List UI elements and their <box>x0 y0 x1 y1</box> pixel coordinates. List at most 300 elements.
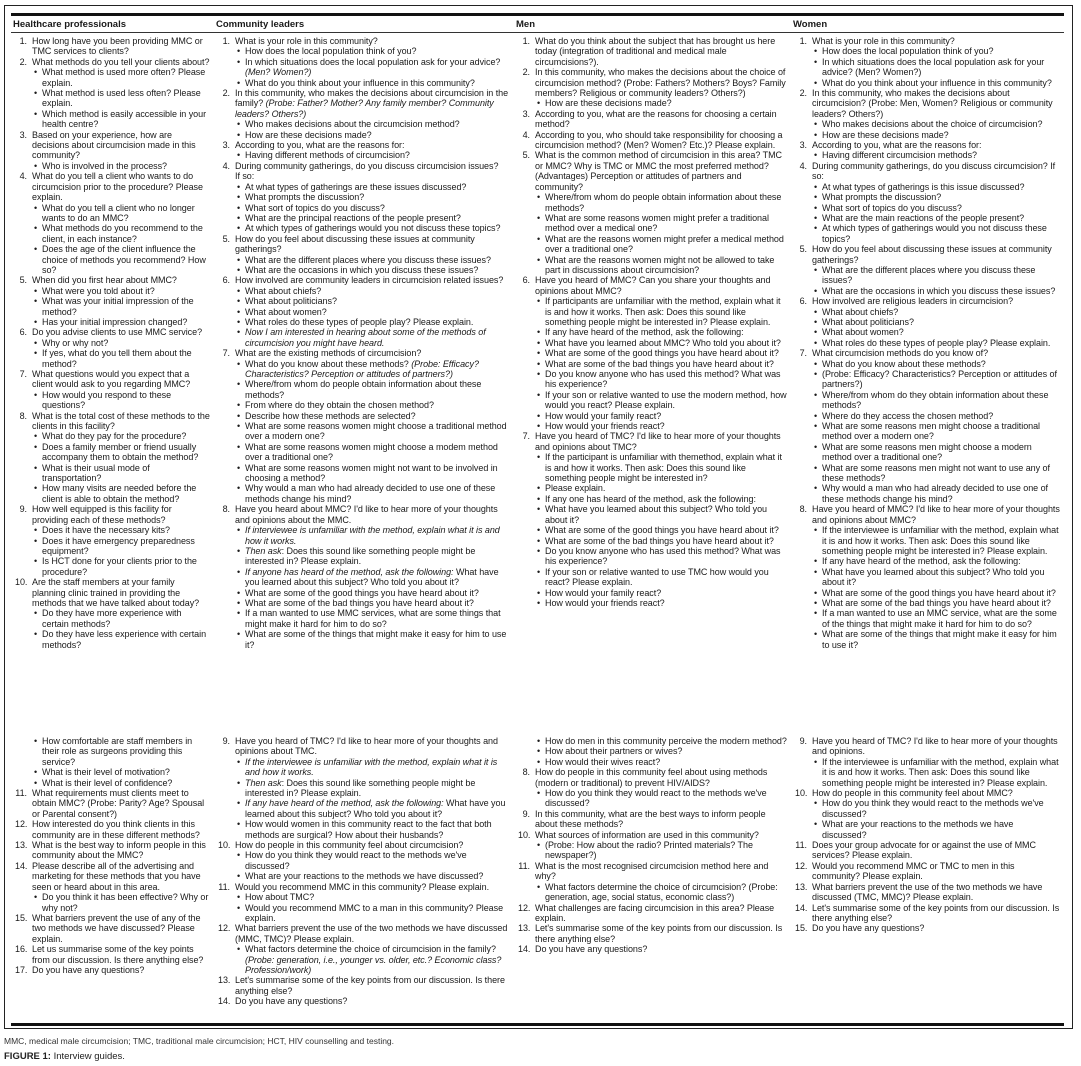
text: What is the common method of circumcision in this area? TMC or MMC? Why is TMC or MMC the most preferred method? (Advantages) Perception or attitudes of partners and community? <box>535 150 782 192</box>
question-item <box>795 788 1060 840</box>
question-number: 7. <box>799 348 807 359</box>
probe-item <box>535 536 787 546</box>
text: Have you heard of TMC? I'd like to hear more of your thoughts and opinions. <box>812 736 1058 757</box>
question-text <box>32 840 210 861</box>
table-row-page-1 <box>11 33 1064 730</box>
probe-item <box>812 265 1060 286</box>
text: How do people in this community feel about using methods (modern or traditional) to prevent HIV/AIDS? <box>535 767 768 788</box>
column-cell-men <box>514 733 791 1023</box>
question-item <box>15 504 210 577</box>
text: What are the occasions in which you discuss these issues? <box>245 264 479 275</box>
text: Who is involved in the process? <box>42 160 168 171</box>
question-number: 4. <box>19 171 27 182</box>
question-item <box>795 504 1060 650</box>
probe-item <box>235 46 510 56</box>
text: Would you recommend MMC to a man in this community? Please explain. <box>245 902 504 923</box>
question-item <box>15 369 210 411</box>
question-text <box>535 861 787 882</box>
question-number: 12. <box>795 860 808 871</box>
question-item <box>518 861 787 903</box>
question-number: 4. <box>222 160 230 171</box>
table-footnote: MMC, medical male circumcision; TMC, traditional male circumcision; HCT, HIV counselling and testing. <box>4 1036 395 1046</box>
probe-list <box>32 203 210 276</box>
text: How would their wives react? <box>545 756 661 767</box>
probe-item <box>535 348 787 358</box>
question-text <box>32 36 210 57</box>
text: What are the existing methods of circumcision? <box>235 348 422 359</box>
question-item <box>15 171 210 275</box>
probe-item <box>535 567 787 588</box>
text: Where/from whom do people obtain information about these methods? <box>245 379 482 400</box>
text: What are your reactions to the methods we have discussed? <box>822 819 1014 840</box>
probe-item <box>235 944 510 975</box>
probe-item <box>812 442 1060 463</box>
text: Where/from whom do people obtain information about these methods? <box>545 192 782 213</box>
interview-guide-table <box>11 13 1064 1026</box>
question-item <box>218 975 510 996</box>
question-text <box>535 809 787 830</box>
probe-item <box>32 223 210 244</box>
text: Does it have emergency preparedness equipment? <box>42 535 195 556</box>
text: What about chiefs? <box>245 285 322 296</box>
text: How are these decisions made? <box>545 98 672 109</box>
question-number: 14. <box>218 996 231 1007</box>
text: What are your reactions to the methods we have discussed? <box>245 871 484 882</box>
probe-item <box>235 871 510 881</box>
text: How do people in this community feel about MMC? <box>812 788 1013 799</box>
probe-item <box>235 546 510 567</box>
question-number: 6. <box>222 275 230 286</box>
column-cell-women <box>791 33 1064 730</box>
italic-text: Then ask <box>245 777 282 788</box>
question-number: 8. <box>799 504 807 515</box>
probe-item <box>32 109 210 130</box>
question-number: 6. <box>799 296 807 307</box>
probe-list <box>812 757 1060 788</box>
question-text <box>535 767 787 788</box>
question-item <box>518 944 787 954</box>
text: If your son or relative wanted to use TMC how would you react? Please explain. <box>545 566 769 588</box>
text: Based on your experience, how are decisions about circumcision made in this community? <box>32 129 196 161</box>
text: What do you think about the subject that has brought us here today (integration of traditional and medical male circumcisions?). <box>535 36 776 67</box>
text: How do men in this community perceive the modern method? <box>545 736 787 746</box>
italic-text: If interviewee is unfamiliar with the method, explain what it is and how it works. <box>245 525 500 546</box>
probe-item <box>235 903 510 924</box>
question-text <box>235 161 510 171</box>
text: During community gatherings, do you discuss circumcision? If so: <box>812 160 1056 182</box>
probe-item <box>535 234 787 255</box>
probe-list <box>535 840 787 861</box>
probe-item <box>235 265 510 275</box>
question-item <box>218 996 510 1006</box>
probe-item <box>535 598 787 608</box>
italic-text: (Probe: Efficacy? Characteristics? Perception or attitudes of partners?) <box>245 358 479 379</box>
text: What method is used less often? Please explain. <box>42 88 201 109</box>
question-item <box>218 88 510 140</box>
probe-item <box>32 525 210 535</box>
probe-list <box>32 161 210 171</box>
text: How long have you been providing MMC or TMC services to clients? <box>32 36 203 57</box>
question-number: 10. <box>518 829 531 840</box>
probe-list <box>535 882 787 903</box>
probe-item <box>32 629 210 650</box>
text: What about women? <box>245 306 327 317</box>
question-number: 1. <box>522 36 530 46</box>
probe-list <box>32 608 210 650</box>
question-number: 1. <box>19 36 27 46</box>
question-text <box>535 150 787 192</box>
question-number: 17. <box>15 964 28 975</box>
text: How involved are religious leaders in circumcision? <box>812 296 1014 307</box>
text: What are some reasons women might choose a modem method over a traditional one? <box>245 441 498 463</box>
probe-list <box>32 67 210 129</box>
probe-item <box>535 736 787 746</box>
question-list <box>15 36 210 650</box>
text: What are some of the things that might make it easy for him to use it? <box>822 629 1057 650</box>
question-number: 12. <box>218 923 231 934</box>
text: : Does this sound like something people might be interested in? Please explain. <box>245 777 476 799</box>
text: At what types of gatherings are these issues discussed? <box>245 181 467 192</box>
question-text <box>32 965 210 975</box>
text: What are some of the good things you have heard about it? <box>545 348 779 359</box>
probe-list <box>235 255 510 276</box>
probe-list <box>32 736 210 788</box>
question-item <box>795 882 1060 903</box>
question-item <box>218 840 510 882</box>
question-item <box>218 161 510 234</box>
text: What have you learned about this subject? Who told you about it? <box>245 566 499 588</box>
question-item <box>518 36 787 67</box>
probe-item <box>32 390 210 411</box>
text: Have you heard of TMC? I'd like to hear more of your thoughts and opinions about TMC? <box>535 431 781 452</box>
question-text <box>535 67 787 98</box>
question-number: 15. <box>795 923 808 934</box>
probe-item <box>235 588 510 598</box>
question-item <box>795 840 1060 861</box>
figure-caption <box>4 1051 125 1062</box>
text: Is HCT done for your clients prior to the procedure? <box>42 556 197 577</box>
text: What do they pay for the procedure? <box>42 431 187 442</box>
question-text <box>812 736 1060 757</box>
question-number: 12. <box>518 902 531 913</box>
probe-item <box>235 411 510 421</box>
probe-item <box>235 778 510 799</box>
text: Let's summarise some of the key points from our discussion. Is there anything else? <box>812 902 1060 923</box>
question-text <box>812 161 1060 182</box>
probe-list <box>235 892 510 923</box>
probe-item <box>812 525 1060 556</box>
text: What method is used more often? Please explain. <box>42 67 206 88</box>
question-number: 5. <box>222 233 230 244</box>
text: What are some of the bad things you have heard about it? <box>545 358 774 369</box>
question-text <box>235 275 510 285</box>
text: If any one has heard of the method, ask the following: <box>545 493 756 504</box>
probe-item <box>32 296 210 317</box>
text: Having different methods of circumcision? <box>245 150 410 161</box>
text: (Probe: Efficacy? Characteristics? Perception or attitudes of partners?) <box>822 369 1057 390</box>
probe-item <box>535 494 787 504</box>
probe-item <box>235 483 510 504</box>
probe-item <box>535 359 787 369</box>
text: Would you recommend MMC or TMC to men in this community? Please explain. <box>812 860 1015 882</box>
text: If any have heard of the method, ask the following: <box>822 556 1021 567</box>
probe-item <box>235 307 510 317</box>
question-text <box>32 411 210 432</box>
probe-item <box>812 463 1060 484</box>
probe-item <box>235 379 510 400</box>
probe-item <box>235 421 510 442</box>
question-item <box>15 965 210 975</box>
question-item <box>218 923 510 975</box>
text: How do you think they would react to the methods we've discussed? <box>545 788 767 809</box>
question-item <box>795 903 1060 924</box>
text: What about chiefs? <box>822 306 899 317</box>
text: Has your initial impression changed? <box>42 316 188 327</box>
column-header-healthcare-professionals: Healthcare professionals <box>13 18 126 30</box>
probe-item <box>812 819 1060 840</box>
probe-item <box>235 223 510 233</box>
probe-item <box>32 767 210 777</box>
probe-list <box>32 286 210 328</box>
probe-list <box>235 525 510 650</box>
probe-item <box>235 798 510 819</box>
probe-item <box>535 546 787 567</box>
question-item <box>518 109 787 130</box>
probe-item <box>235 567 510 588</box>
question-text <box>235 923 510 944</box>
probe-item <box>535 327 787 337</box>
question-item <box>15 736 210 788</box>
question-item <box>518 767 787 809</box>
probe-item <box>812 369 1060 390</box>
italic-text: (Men? Women?) <box>245 67 312 78</box>
text: How many visits are needed before the client is able to obtain the method? <box>42 483 197 504</box>
text: What barriers prevent the use of any of the two methods we have discussed? Please explain. <box>32 912 201 944</box>
question-item <box>518 736 787 767</box>
question-list <box>795 36 1060 650</box>
probe-item <box>535 213 787 234</box>
question-text <box>535 923 787 944</box>
probe-list <box>535 98 787 108</box>
question-text <box>32 504 210 525</box>
question-item <box>518 275 787 431</box>
question-text <box>812 504 1060 525</box>
text: What about politicians? <box>245 296 337 307</box>
question-list <box>795 736 1060 934</box>
text: Where/from whom do they obtain information about these methods? <box>822 389 1049 411</box>
question-item <box>15 57 210 130</box>
probe-item <box>812 327 1060 337</box>
text: According to you, what are the reasons for: <box>235 140 405 151</box>
probe-item <box>535 421 787 431</box>
text: What are some of the good things you have heard about it? <box>545 525 779 536</box>
italic-text: Then ask <box>245 545 282 556</box>
text: Please describe all of the advertising and marketing for these methods that you have seen or heard about in this area. <box>32 860 201 892</box>
question-number: 7. <box>522 431 530 442</box>
question-text <box>812 36 1060 46</box>
question-text <box>812 788 1060 798</box>
question-item <box>795 348 1060 504</box>
probe-item <box>235 892 510 902</box>
probe-list <box>235 46 510 88</box>
question-text <box>32 171 210 202</box>
text: What prompts the discussion? <box>822 192 942 203</box>
text: In which situations does the local population ask for your advice? (Men? Women?) <box>822 56 1045 78</box>
text: What is the best way to inform people in this community about the MMC? <box>32 840 206 861</box>
text: If the interviewee is unfamiliar with the method, explain what it is and how it works. Then ask: Does this sound like something people might be interested in? Please explain. <box>822 756 1059 788</box>
text: Have you heard of MMC? I'd like to hear more of your thoughts and opinions about MMC? <box>812 504 1060 525</box>
question-list <box>218 36 510 650</box>
question-number: 9. <box>522 808 530 819</box>
probe-item <box>32 536 210 557</box>
question-number: 10. <box>795 788 808 799</box>
probe-list <box>32 338 210 369</box>
probe-item <box>535 390 787 411</box>
text: What do you tell a client who wants to do circumcision prior to the procedure? Please explain. <box>32 171 203 203</box>
text: What roles do these types of people play? Please explain. <box>245 316 474 327</box>
probe-item <box>812 567 1060 588</box>
italic-text: If any have heard of the method, ask the following: <box>245 798 444 809</box>
probe-item <box>235 525 510 546</box>
question-list <box>518 36 787 608</box>
probe-item <box>235 182 510 192</box>
question-item <box>15 411 210 505</box>
text: In this community, who makes the decisions about the choice of circumcision method? (Probe: Fathers? Mothers? Boys? Family members? Religious or community leaders? Others?) <box>535 67 786 99</box>
text: What have you leamed about this subject? Who told you about it? <box>545 504 767 525</box>
question-item <box>218 882 510 924</box>
figure-label: FIGURE 1: <box>4 1051 51 1062</box>
question-text <box>812 861 1060 882</box>
question-number: 9. <box>19 504 27 515</box>
text: What sort of topics do you discuss? <box>822 202 962 213</box>
text: What have you learned about this subject? Who told you about it? <box>822 566 1045 588</box>
question-text <box>235 140 510 150</box>
probe-item <box>812 57 1060 78</box>
probe-item <box>32 286 210 296</box>
text: What about women? <box>822 327 904 338</box>
question-number: 14. <box>15 860 28 871</box>
probe-item <box>812 421 1060 442</box>
question-number: 14. <box>795 902 808 913</box>
question-item <box>518 923 787 944</box>
question-number: 3. <box>19 129 27 140</box>
question-number: 8. <box>522 767 530 778</box>
text: How do you think they would react to the methods we've discussed? <box>822 798 1044 819</box>
probe-item <box>812 203 1060 213</box>
probe-list <box>535 788 787 809</box>
probe-item <box>535 757 787 767</box>
probe-list <box>535 452 787 608</box>
text: At which types of gatherings would you not discuss these topics? <box>245 223 501 234</box>
text: How do people in this community feel about circumcision? <box>235 840 464 851</box>
text: Do you have any questions? <box>535 944 648 955</box>
probe-item <box>535 882 787 903</box>
text: Have you heard about MMC? I'd like to hear more of your thoughts and opinions about the MMC. <box>235 504 498 525</box>
text: How would you respond to these questions? <box>42 389 172 411</box>
text: Does a family member or friend usually accompany them to obtain the method? <box>42 441 199 463</box>
text: What do you think about your influence in this community? <box>822 77 1052 88</box>
question-item <box>15 275 210 327</box>
question-item <box>795 861 1060 882</box>
text: How would your family react? <box>545 410 662 421</box>
text: What roles do these types of people play? Please explain. <box>822 337 1051 348</box>
probe-item <box>812 307 1060 317</box>
question-text <box>32 861 210 892</box>
probe-item <box>32 348 210 369</box>
question-number: 15. <box>15 912 28 923</box>
text: What barriers prevent the use of the two methods we have discussed (TMC, MMC)? Please explain. <box>812 881 1043 903</box>
text: What is their level of confidence? <box>42 777 173 788</box>
question-text <box>235 840 510 850</box>
probe-item <box>235 463 510 484</box>
text: Let us summarise some of the key points from our discussion. Is there anything else? <box>32 944 204 965</box>
question-item <box>218 348 510 504</box>
text: What challenges are facing circumcision in this area? Please explain. <box>535 902 775 923</box>
text: In this community, who makes the decisions about circumcision in the family? <box>235 88 509 109</box>
italic-text: If the interviewee is unfamiliar with the method, explain what it is and how it works. <box>245 756 498 778</box>
question-text <box>812 348 1060 358</box>
question-item <box>15 819 210 840</box>
question-text <box>535 830 787 840</box>
probe-item <box>535 192 787 213</box>
question-number: 1. <box>799 36 807 46</box>
question-text <box>235 736 510 757</box>
text: What circumcision methods do you know of? <box>812 348 989 359</box>
question-number: 3. <box>522 108 530 119</box>
question-number: 3. <box>799 140 807 151</box>
text: What have you learned about MMC? Who told you about it? <box>545 337 781 348</box>
text: If any have heard of the method, ask the following: <box>545 327 744 338</box>
question-number: 11. <box>518 860 530 871</box>
text: Have you heard of MMC? Can you share your thoughts and opinions about MMC? <box>535 275 771 296</box>
text: What are the reasons women might prefer a medical method over a traditional one? <box>545 233 784 255</box>
text: Let's summarise some of the key points from our discussion. Is there anything else? <box>535 923 783 944</box>
question-item <box>218 275 510 348</box>
text: Who makes decisions about the choice of circumcision? <box>822 119 1043 130</box>
text: Where do they access the chosen method? <box>822 410 994 421</box>
probe-list <box>812 525 1060 650</box>
text: What are some of the things that might make it easy for him to use it? <box>245 629 507 650</box>
question-note: If so: <box>235 171 255 182</box>
text: What is the total cost of these methods to the clients in this facility? <box>32 410 210 432</box>
probe-item <box>812 286 1060 296</box>
probe-list <box>235 850 510 881</box>
figure-title: Interview guides. <box>50 1051 125 1062</box>
probe-item <box>235 119 510 129</box>
probe-item <box>535 504 787 525</box>
probe-item <box>535 840 787 861</box>
probe-item <box>235 192 510 202</box>
question-number: 4. <box>799 160 807 171</box>
text: Please explain. <box>545 483 606 494</box>
question-item <box>218 504 510 650</box>
text: What do you know about these methods? <box>245 358 412 369</box>
text: Do you have any questions? <box>235 996 348 1007</box>
question-item <box>218 234 510 276</box>
probe-list <box>812 182 1060 244</box>
text: How comfortable are staff members in their role as surgeons providing this service? <box>42 736 193 767</box>
text: If the participant is unfamiliar with themethod, explain what it is and how it works. Then ask: Does this sound like something people might be interested in? <box>545 452 782 484</box>
question-number: 2. <box>222 88 230 99</box>
text: What are the reasons women might not be allowed to take part in discussions about circumcision? <box>545 254 775 275</box>
text: How would your friends react? <box>545 597 665 608</box>
probe-item <box>32 67 210 88</box>
probe-item <box>535 746 787 756</box>
text: Do you have any questions? <box>812 923 925 934</box>
probe-item <box>32 608 210 629</box>
text: : Does this sound like something people might be interested in? Please explain. <box>245 545 476 567</box>
text: How do you feel about discussing these issues at community gatherings? <box>235 233 475 255</box>
